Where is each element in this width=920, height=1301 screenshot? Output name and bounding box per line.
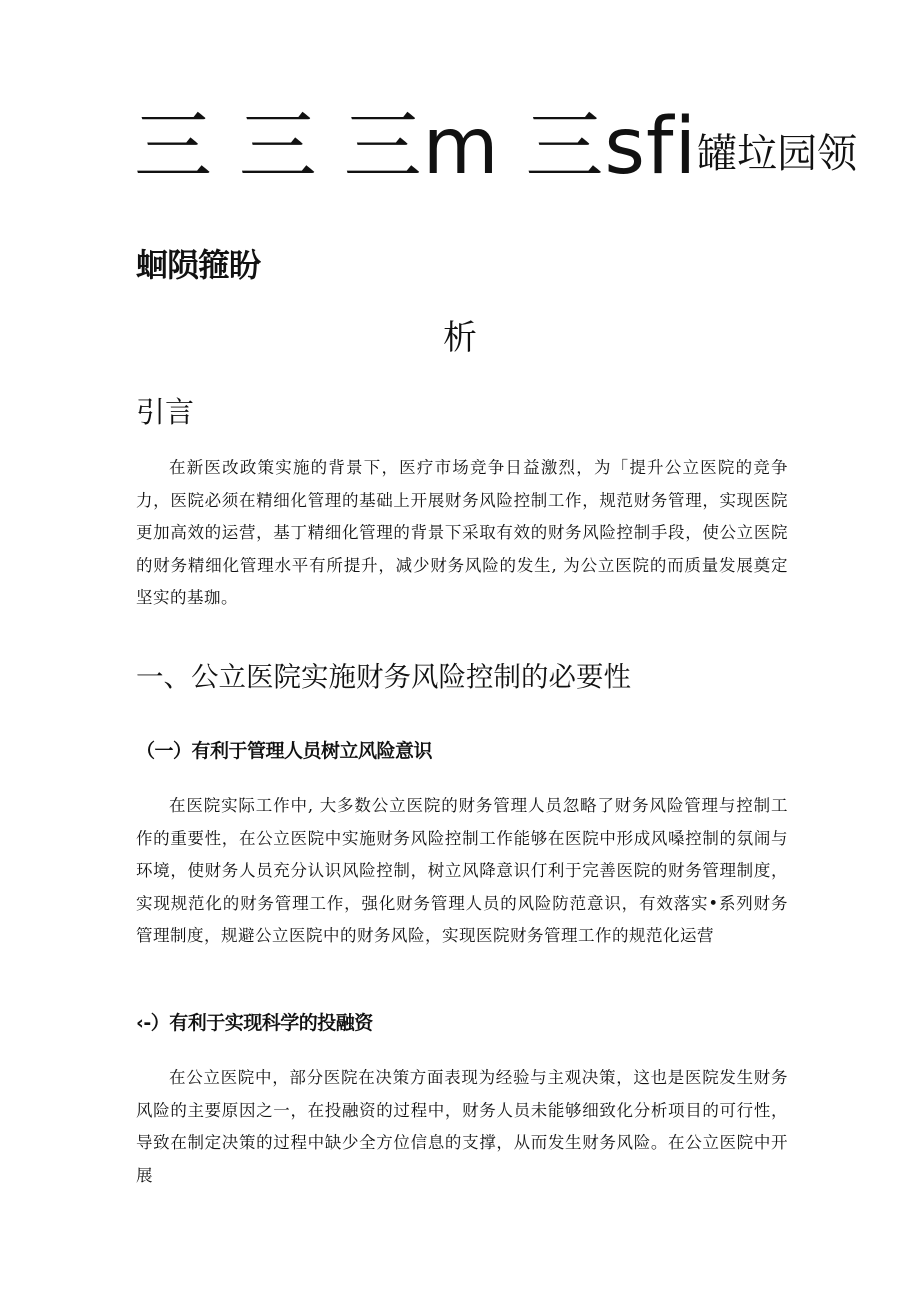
intro-paragraph: 在新医改政策实施的背景下，医疗市场竞争日益激烈，为「提升公立医院的竞争力，医院必须在精细化管理的基础上开展财务风险控制工作，规范财务管理，实现医院更加高效的运营，基丁精细化管理的背景下采取有效的财务风险控制手段，使公立医院的财务精细化管理水平有所提升，减少财务风险的发生, 为公立医院的而质量发展奠定坚实的基珈。	[136, 458, 788, 607]
garbled-title-line-2: 蛔陨箍盼	[136, 246, 261, 284]
garbled-title-line-1	[134, 102, 858, 192]
subsection-1-paragraph: 在医院实际工作中, 大多数公立医院的财务管理人员忽略了财务风险管理与控制工作的重要性，在公立医院中实施财务风险控制工作能够在医院中形成风嗓控制的氛闹与环境，使财务人员充分认识风险控制，树立风降意识仃利于完善医院的财务管理制度，实现规范化的财务管理工作，强化财务管理人员的风险防范意识，有效落实•系列财务管理制度，规避公立医院中的财务风险，实现医院财务管理工作的规范化运营	[136, 796, 788, 945]
title-line-3: 析	[443, 318, 477, 358]
intro-heading: 引言	[136, 395, 195, 429]
subsection-1-heading: （一）有利于管理人员树立风险意识	[136, 740, 433, 762]
subsection-2-heading: ‹-）有利于实现科学的投融资	[136, 1012, 373, 1034]
garbled-title-tail: 罐垃园领	[697, 131, 858, 177]
garbled-title-main: 三 三 三m 三sfi	[134, 102, 698, 192]
section-1-heading: 一、公立医院实施财务风险控制的必要性	[136, 661, 631, 693]
subsection-2-paragraph: 在公立医院中，部分医院在决策方面表现为经验与主观决策，这也是医院发生财务风险的主要原因之一，在投融资的过程中，财务人员未能够细致化分析项目的可行性，导致在制定决策的过程中缺少全方位信息的支撑，从而发生财务风险。在公立医院中开展	[136, 1068, 788, 1185]
